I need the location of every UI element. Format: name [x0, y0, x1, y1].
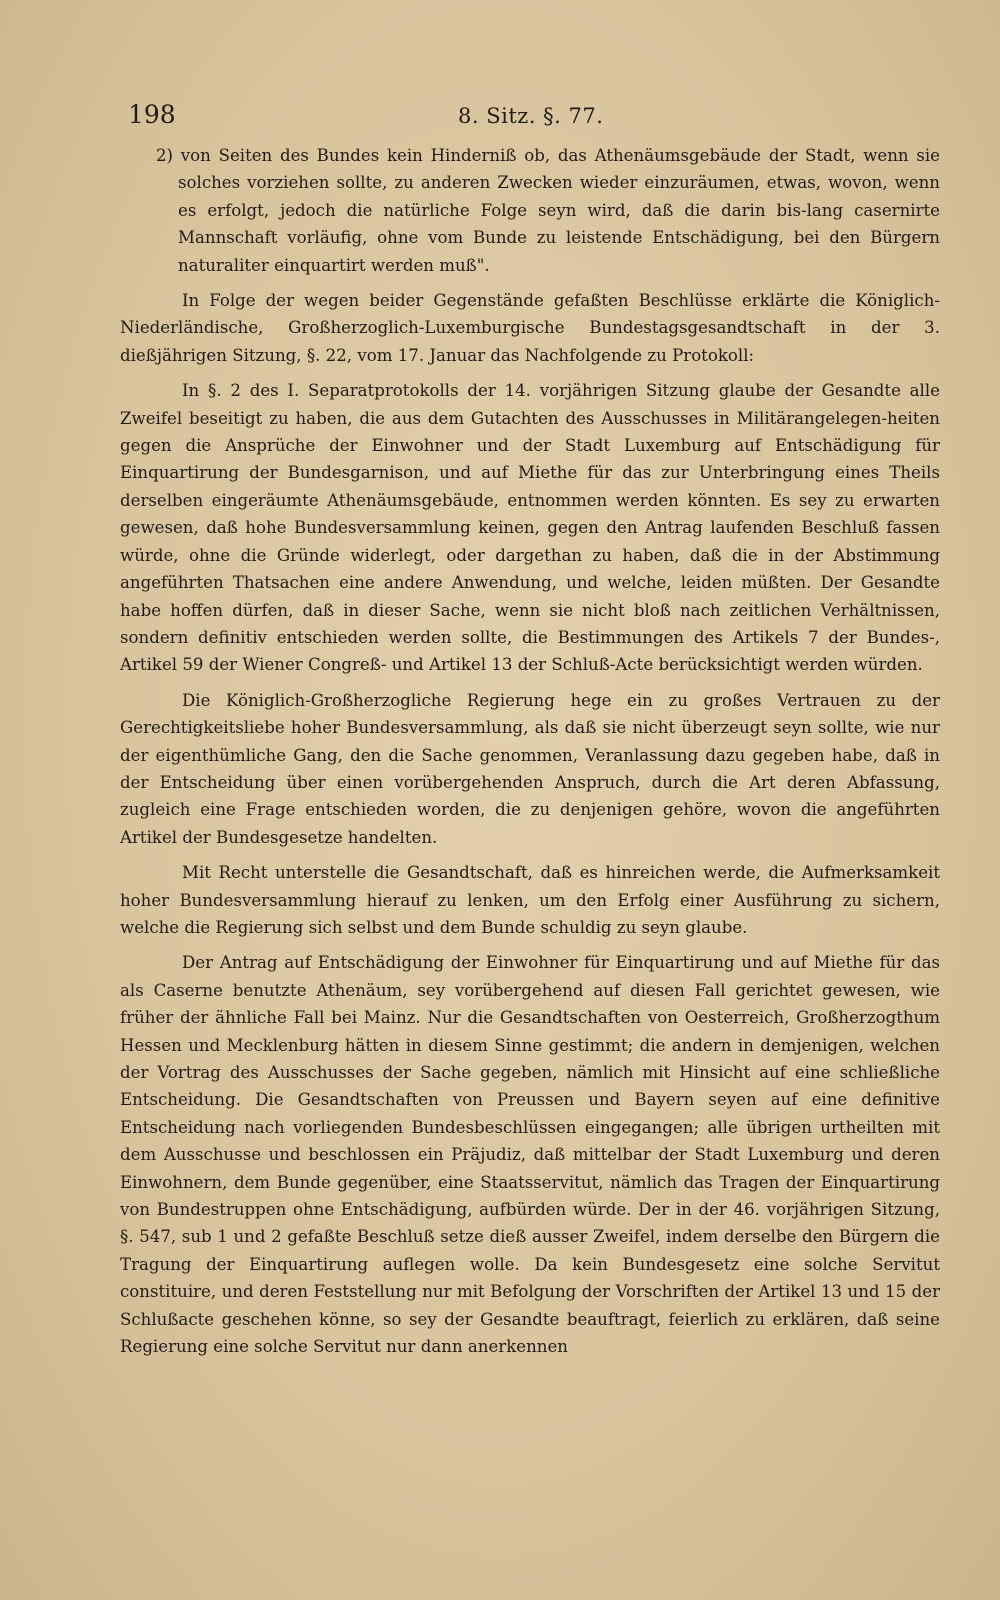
page-header	[128, 100, 738, 134]
running-head: 8. Sitz. §. 77.	[458, 104, 604, 128]
paragraph: Die Königlich-Großherzogliche Regierung hege ein zu großes Vertrauen zu der Gerechtigkeitsliebe hoher Bundesversammlung, als daß sie nicht überzeugt seyn sollte, wie nur der eigenthümliche Gang, den die Sache genommen, Veranlassung dazu gegeben habe, daß in der Entscheidung über einen vorübergehenden Anspruch, durch die Art deren Abfassung, zugleich eine Frage entschieden worden, die zu denjenigen gehöre, wovon die angeführten Artikel der Bundesgesetze handelten.	[120, 690, 940, 847]
page-number: 198	[128, 100, 176, 129]
paragraph: Mit Recht unterstelle die Gesandtschaft, daß es hinreichen werde, die Aufmerksamkeit hoher Bundesversammlung hierauf zu lenken, um den Erfolg einer Ausführung zu sichern, welche die Regierung sich selbst und dem Bunde schuldig zu seyn glaube.	[120, 863, 940, 937]
paragraph: In Folge der wegen beider Gegenstände gefaßten Beschlüsse erklärte die Königlich-Niederländische, Großherzoglich-Luxemburgische Bundestagsgesandtschaft in der 3. dießjährigen Sitzung, §. 22, vom 17. Januar das Nachfolgende zu Protokoll:	[120, 291, 940, 365]
paragraph: Der Antrag auf Entschädigung der Einwohner für Einquartirung und auf Miethe für das als Caserne benutzte Athenäum, sey vorübergehend auf diesen Fall gerichtet gewesen, wie früher der ähnliche Fall bei Mainz. Nur die Gesandtschaften von Oesterreich, Großherzogthum Hessen und Mecklenburg hätten in diesem Sinne gestimmt; die andern in demjenigen, welchen der Vortrag des Ausschusses der Sache gegeben, nämlich mit Hinsicht auf eine schließliche Entscheidung. Die Gesandtschaften von Preussen und Bayern seyen auf eine definitive Entscheidung nach vorliegenden Bundesbeschlüssen eingegangen; alle übrigen urtheilten mit dem Ausschusse und beschlossen ein Präjudiz, daß mittelbar der Stadt Luxemburg und deren Einwohnern, dem Bunde gegenüber, eine Staatsservitut, nämlich das Tragen der Einquartirung von Bundestruppen ohne Entschädigung, aufbürden würde. Der in der 46. vorjährigen Sitzung, §. 547, sub 1 und 2 gefaßte Beschluß setze dieß ausser Zweifel, indem derselbe den Bürgern die Tragung der Einquartirung auflegen wolle. Da kein Bundesgesetz eine solche Servitut constituire, und deren Feststellung nur mit Befolgung der Vorschriften der Artikel 13 und 15 der Schlußacte geschehen könne, so sey der Gesandte beauftragt, feierlich zu erklären, daß seine Regierung eine solche Servitut nur dann anerkennen	[120, 953, 940, 1357]
paragraph: In §. 2 des I. Separatprotokolls der 14. vorjährigen Sitzung glaube der Gesandte alle Zweifel beseitigt zu haben, die aus dem Gutachten des Ausschusses in Militärangelegen-heiten gegen die Ansprüche der Einwohner und der Stadt Luxemburg auf Entschädigung für Einquartirung der Bundesgarnison, und auf Miethe für das zur Unterbringung eines Theils derselben eingeräumte Athenäumsgebäude, entnommen werden könnten. Es sey zu erwarten gewesen, daß hohe Bundesversammlung keinen, gegen den Antrag laufenden Beschluß fassen würde, ohne die Gründe widerlegt, oder dargethan zu haben, daß die in der Abstimmung angeführten Thatsachen eine andere Anwendung, und welche, leiden müßten. Der Gesandte habe hoffen dürfen, daß in dieser Sache, wenn sie nicht bloß nach zeitlichen Verhältnissen, sondern definitiv entschieden werden sollte, die Bestimmungen des Artikels 7 der Bundes-, Artikel 59 der Wiener Congreß- und Artikel 13 der Schluß-Acte berücksichtigt werden würden.	[120, 381, 940, 675]
list-item-2: 2) von Seiten des Bundes kein Hinderniß ob, das Athenäumsgebäude der Stadt, wenn sie solches vorziehen sollte, zu anderen Zwecken wieder einzuräumen, etwas, wovon, wenn es erfolgt, jedoch die natürliche Folge seyn wird, daß die darin bis-lang casernirte Mannschaft vorläufig, ohne vom Bunde zu leistende Entschädigung, bei den Bürgern naturaliter einquartirt werden muß".	[156, 146, 940, 275]
page-body	[120, 142, 940, 1368]
